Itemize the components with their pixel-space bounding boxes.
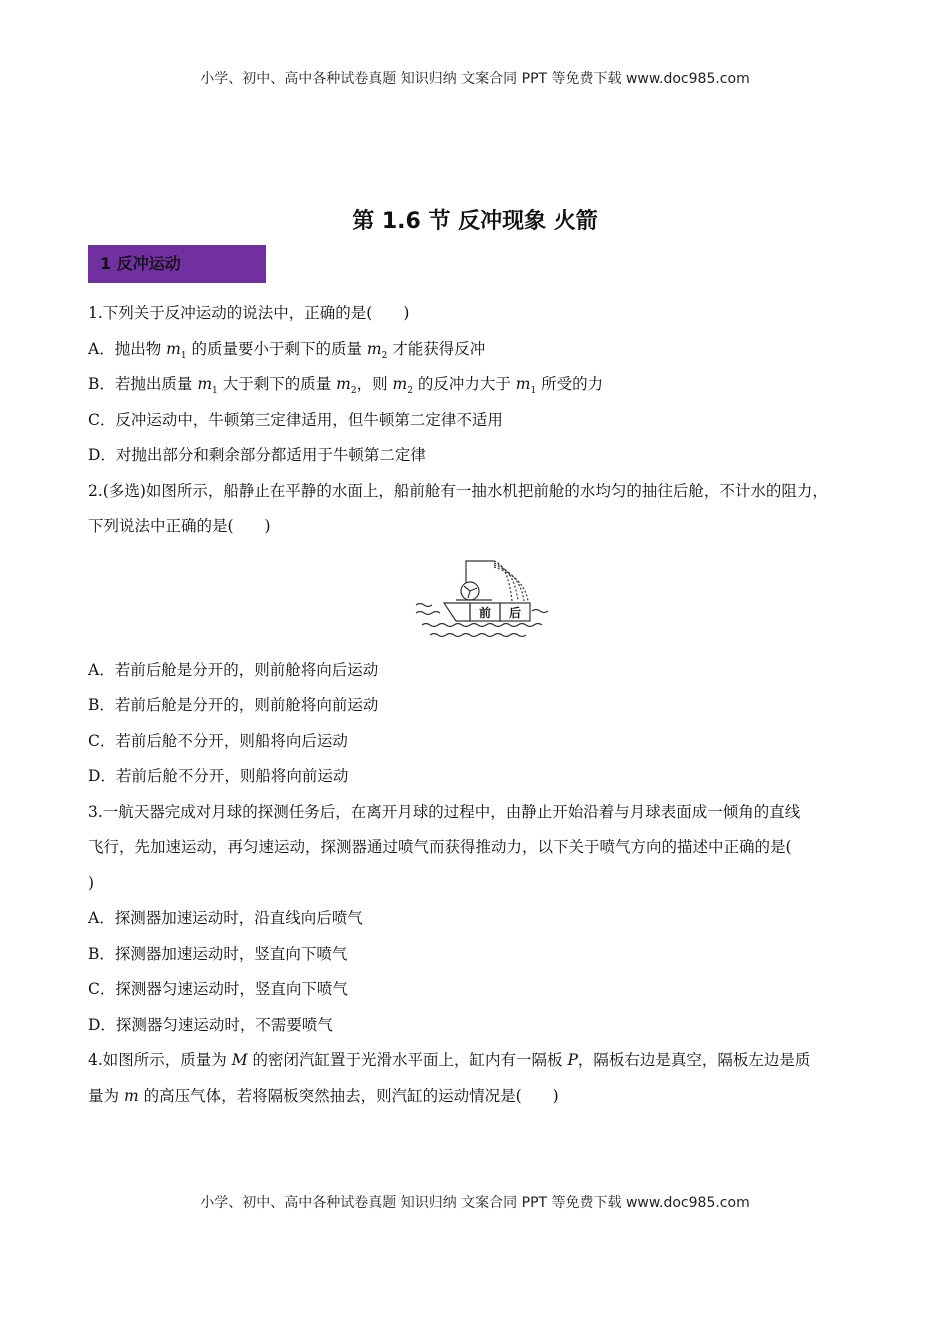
question-3-option-a: A．探测器加速运动时，沿直线向后喷气 (88, 909, 363, 927)
boat-pump-diagram (408, 553, 558, 645)
page-header: 小学、初中、高中各种试卷真题 知识归纳 文案合同 PPT 等免费下载 www.doc985.com (200, 71, 750, 87)
question-2-option-a: A．若前后舱是分开的，则前舱将向后运动 (88, 660, 379, 679)
question-1-stem: 1.下列关于反冲运动的说法中，正确的是( ) (88, 304, 410, 322)
page-title: 第 1.6 节 反冲现象 火箭 (352, 209, 598, 234)
question-3-option-c: C．探测器匀速运动时，竖直向下喷气 (88, 980, 348, 998)
boat-bow (444, 603, 470, 621)
question-2-stem-line-1: 2.(多选)如图所示，船静止在平静的水面上，船前舱有一抽水机把前舱的水均匀的抽往后舱，不计水的阻力， (88, 481, 828, 500)
question-2-option-d: D．若前后舱不分开，则船将向前运动 (88, 767, 349, 785)
page-footer: 小学、初中、高中各种试卷真题 知识归纳 文案合同 PPT 等免费下载 www.doc985.com (200, 1195, 750, 1211)
question-4-stem-line-2: 量为 m 的高压气体，若将隔板突然抽去，则汽缸的运动情况是( ) (88, 1086, 559, 1105)
question-1-option-b: B．若抛出质量 $m_1$ 大于剩下的质量 $m_2$，则 $m_2$ 的反冲力大于 $m_1$ 所受的力 (88, 375, 604, 397)
question-2-stem-line-2: 下列说法中正确的是( ) (88, 517, 271, 535)
question-1-option-d: D．对抛出部分和剩余部分都适用于牛顿第二定律 (88, 446, 426, 464)
question-list (88, 296, 878, 1114)
question-3-stem-line-2: 飞行，先加速运动，再匀速运动，探测器通过喷气而获得推动力，以下关于喷气方向的描述中正确的是( (88, 838, 792, 856)
wave (416, 603, 432, 606)
section-heading-label: 1 反冲运动 (100, 254, 181, 273)
question-2-option-c: C．若前后舱不分开，则船将向后运动 (88, 731, 348, 750)
front-hold-label: 前 (478, 605, 492, 620)
section-heading (88, 245, 266, 283)
question-3-stem-line-3: ) (88, 873, 95, 892)
pump-pipe (466, 561, 494, 583)
question-1-option-c: C．反冲运动中，牛顿第三定律适用，但牛顿第二定律不适用 (88, 410, 503, 429)
question-1-option-a: A．抛出物 $m_1$ 的质量要小于剩下的质量 $m_2$ 才能获得反冲 (88, 339, 486, 361)
question-3-stem-line-1: 3.一航天器完成对月球的探测任务后，在离开月球的过程中，由静止开始沿着与月球表面成一倾角的直线 (88, 802, 801, 821)
question-3-option-b: B．探测器加速运动时，竖直向下喷气 (88, 944, 348, 963)
boat-pump-figure (88, 545, 878, 653)
question-3-option-d: D．探测器匀速运动时，不需要喷气 (88, 1015, 333, 1034)
rear-hold-label: 后 (508, 605, 522, 620)
question-2-option-b: B．若前后舱是分开的，则前舱将向前运动 (88, 696, 379, 714)
question-4-stem-line-1: 4.如图所示，质量为 M 的密闭汽缸置于光滑水平面上，缸内有一隔板 P，隔板右边是真空，隔板左边是质 (88, 1051, 811, 1069)
